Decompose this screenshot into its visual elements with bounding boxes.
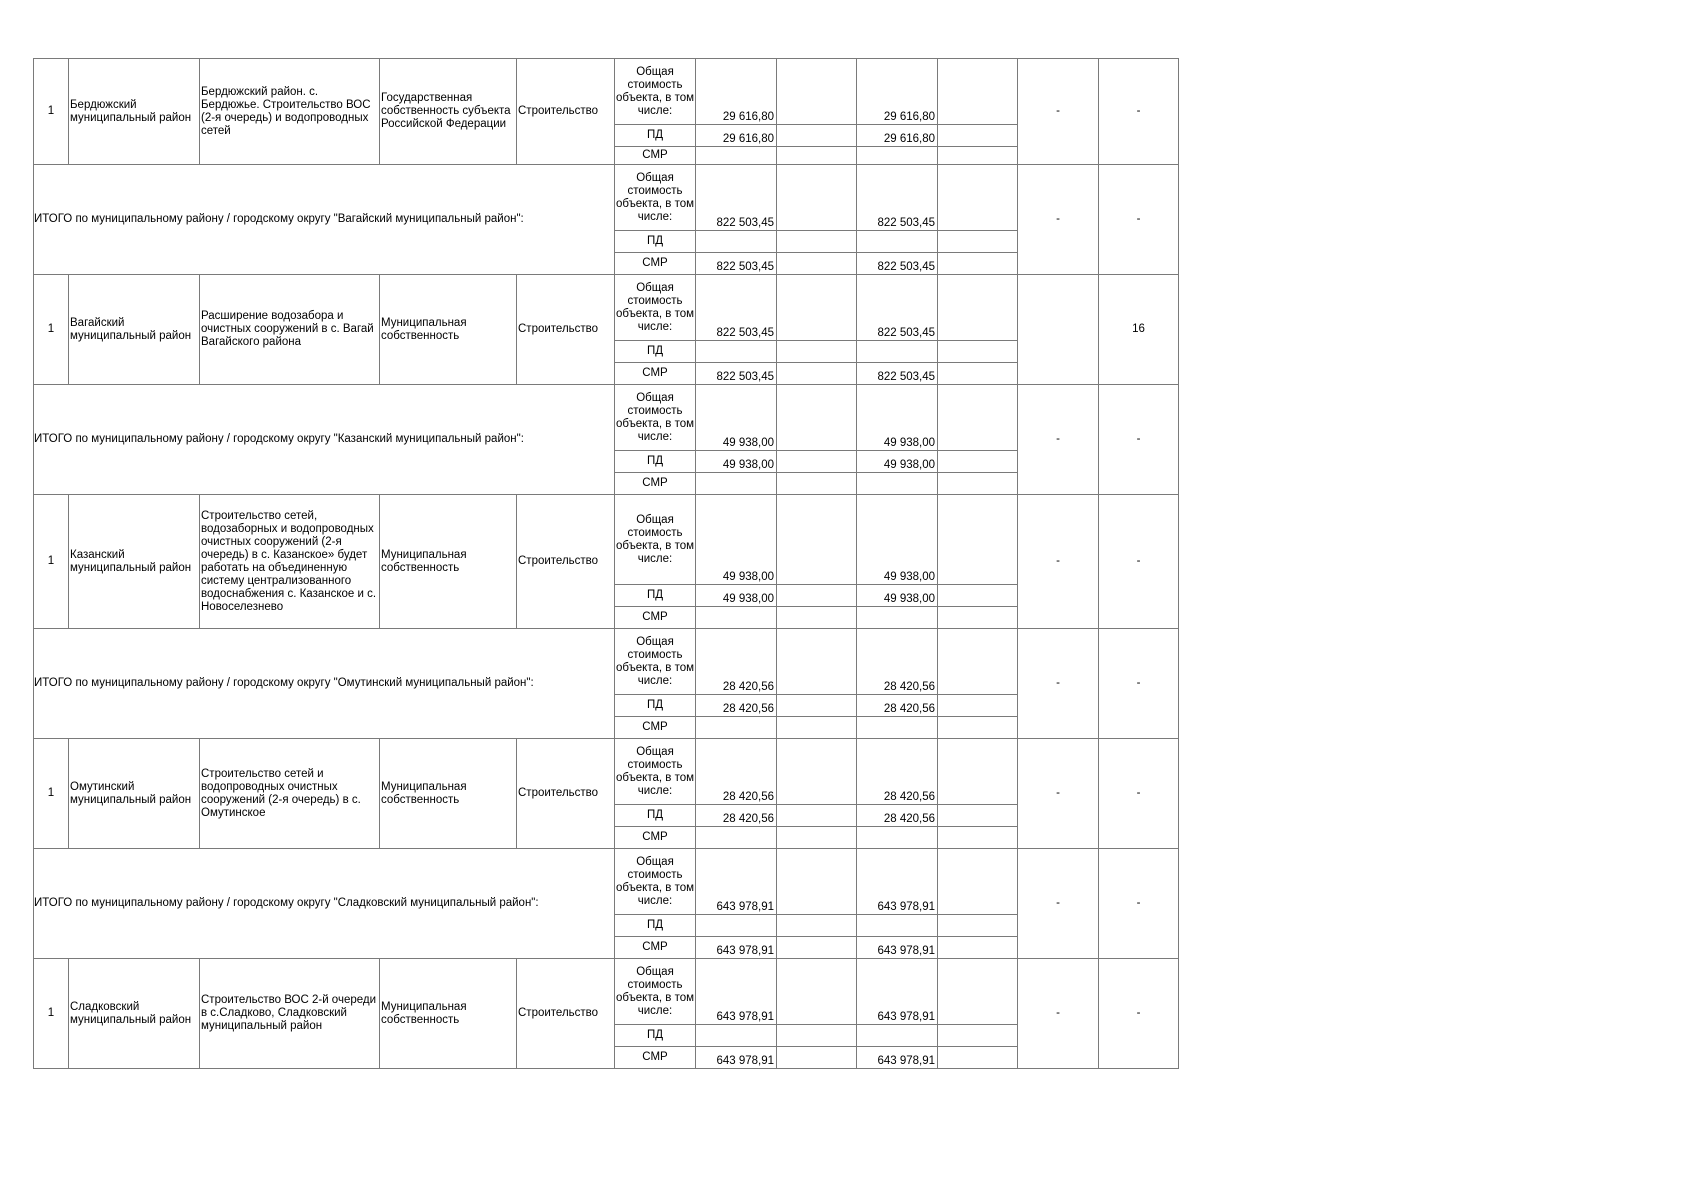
work-type: Строительство — [517, 275, 615, 385]
smr-value-4 — [938, 1047, 1018, 1069]
object-name: Строительство сетей, водозаборных и водопроводных очистных сооружений (2-я очередь) в с. Казанское» будет работать на объединенную систему централизованного водоснабжения с. Казанское и с. Новоселезнево — [200, 495, 380, 629]
total-value-2 — [777, 495, 857, 585]
district-name: Вагайский муниципальный район — [69, 275, 200, 385]
smr-value-2 — [777, 717, 857, 739]
pd-value-1 — [696, 1025, 777, 1047]
ownership-type: Муниципальная собственность — [380, 495, 517, 629]
pd-value-3: 49 938,00 — [857, 585, 938, 607]
pd-value-2 — [777, 451, 857, 473]
smr-label: СМР — [615, 473, 696, 495]
pd-value-1: 28 420,56 — [696, 805, 777, 827]
total-cost-label: Общая стоимость объекта, в том числе: — [615, 165, 696, 231]
pd-value-1 — [696, 915, 777, 937]
district-name: Бердюжский муниципальный район — [69, 59, 200, 165]
total-cost-label: Общая стоимость объекта, в том числе: — [615, 275, 696, 341]
column-a-value: - — [1018, 59, 1099, 165]
row-number: 1 — [34, 959, 69, 1069]
pd-value-3 — [857, 341, 938, 363]
pd-value-4 — [938, 1025, 1018, 1047]
smr-value-1: 643 978,91 — [696, 937, 777, 959]
smr-value-2 — [777, 937, 857, 959]
pd-value-4 — [938, 125, 1018, 147]
pd-label: ПД — [615, 341, 696, 363]
smr-label: СМР — [615, 363, 696, 385]
smr-value-1 — [696, 473, 777, 495]
smr-value-2 — [777, 607, 857, 629]
total-value-2 — [777, 849, 857, 915]
total-value-2 — [777, 59, 857, 125]
column-a-value: - — [1018, 629, 1099, 739]
total-value-3: 29 616,80 — [857, 59, 938, 125]
smr-value-1: 822 503,45 — [696, 363, 777, 385]
smr-value-3: 822 503,45 — [857, 363, 938, 385]
total-cost-label: Общая стоимость объекта, в том числе: — [615, 495, 696, 585]
ownership-type: Государственная собственность субъекта Российской Федерации — [380, 59, 517, 165]
pd-value-3: 28 420,56 — [857, 805, 938, 827]
total-value-4 — [938, 629, 1018, 695]
column-a-value: - — [1018, 495, 1099, 629]
smr-value-3 — [857, 473, 938, 495]
pd-label: ПД — [615, 695, 696, 717]
total-value-1: 822 503,45 — [696, 165, 777, 231]
column-b-value: - — [1099, 959, 1179, 1069]
pd-value-4 — [938, 341, 1018, 363]
total-value-1: 49 938,00 — [696, 385, 777, 451]
smr-value-2 — [777, 253, 857, 275]
pd-value-2 — [777, 805, 857, 827]
object-name: Расширение водозабора и очистных сооружений в с. Вагай Вагайского района — [200, 275, 380, 385]
subtotal-row — [34, 165, 1179, 231]
subtotal-label: ИТОГО по муниципальному району / городскому округу "Омутинский муниципальный район": — [34, 629, 615, 739]
smr-label: СМР — [615, 1047, 696, 1069]
smr-value-3 — [857, 607, 938, 629]
smr-value-2 — [777, 1047, 857, 1069]
total-value-2 — [777, 739, 857, 805]
object-row — [34, 59, 1179, 125]
smr-value-4 — [938, 717, 1018, 739]
subtotal-label: ИТОГО по муниципальному району / городскому округу "Казанский муниципальный район": — [34, 385, 615, 495]
smr-value-2 — [777, 827, 857, 849]
smr-label: СМР — [615, 717, 696, 739]
object-row — [34, 495, 1179, 585]
smr-label: СМР — [615, 937, 696, 959]
column-b-value: - — [1099, 385, 1179, 495]
pd-value-4 — [938, 231, 1018, 253]
smr-value-1 — [696, 147, 777, 165]
pd-value-3 — [857, 915, 938, 937]
pd-value-1: 49 938,00 — [696, 451, 777, 473]
smr-value-4 — [938, 253, 1018, 275]
investment-table — [33, 58, 1179, 1069]
smr-value-3 — [857, 147, 938, 165]
work-type: Строительство — [517, 959, 615, 1069]
pd-value-3 — [857, 1025, 938, 1047]
pd-value-2 — [777, 1025, 857, 1047]
pd-value-1: 49 938,00 — [696, 585, 777, 607]
row-number: 1 — [34, 739, 69, 849]
subtotal-row — [34, 849, 1179, 915]
column-b-value: - — [1099, 629, 1179, 739]
pd-value-2 — [777, 585, 857, 607]
pd-value-2 — [777, 341, 857, 363]
smr-value-4 — [938, 147, 1018, 165]
column-b-value: - — [1099, 165, 1179, 275]
total-value-3: 822 503,45 — [857, 165, 938, 231]
total-cost-label: Общая стоимость объекта, в том числе: — [615, 385, 696, 451]
column-a-value — [1018, 275, 1099, 385]
total-cost-label: Общая стоимость объекта, в том числе: — [615, 849, 696, 915]
total-value-4 — [938, 739, 1018, 805]
smr-value-1 — [696, 607, 777, 629]
total-value-4 — [938, 59, 1018, 125]
pd-value-1 — [696, 231, 777, 253]
pd-label: ПД — [615, 915, 696, 937]
total-value-1: 28 420,56 — [696, 629, 777, 695]
district-name: Казанский муниципальный район — [69, 495, 200, 629]
column-a-value: - — [1018, 739, 1099, 849]
smr-value-3: 643 978,91 — [857, 1047, 938, 1069]
total-value-4 — [938, 275, 1018, 341]
work-type: Строительство — [517, 59, 615, 165]
smr-value-1: 643 978,91 — [696, 1047, 777, 1069]
smr-value-3: 822 503,45 — [857, 253, 938, 275]
smr-value-1: 822 503,45 — [696, 253, 777, 275]
smr-value-2 — [777, 147, 857, 165]
total-value-4 — [938, 849, 1018, 915]
pd-value-4 — [938, 695, 1018, 717]
pd-label: ПД — [615, 805, 696, 827]
total-cost-label: Общая стоимость объекта, в том числе: — [615, 739, 696, 805]
total-value-1: 643 978,91 — [696, 959, 777, 1025]
smr-value-3: 643 978,91 — [857, 937, 938, 959]
subtotal-label: ИТОГО по муниципальному району / городскому округу "Вагайский муниципальный район": — [34, 165, 615, 275]
total-value-3: 643 978,91 — [857, 849, 938, 915]
ownership-type: Муниципальная собственность — [380, 275, 517, 385]
total-value-1: 822 503,45 — [696, 275, 777, 341]
row-number: 1 — [34, 495, 69, 629]
pd-value-4 — [938, 585, 1018, 607]
column-b-value: - — [1099, 739, 1179, 849]
pd-label: ПД — [615, 1025, 696, 1047]
pd-value-1 — [696, 341, 777, 363]
total-value-3: 49 938,00 — [857, 495, 938, 585]
total-value-2 — [777, 959, 857, 1025]
smr-value-2 — [777, 363, 857, 385]
smr-value-3 — [857, 827, 938, 849]
pd-value-2 — [777, 695, 857, 717]
pd-value-3 — [857, 231, 938, 253]
object-name: Бердюжский район. с. Бердюжье. Строительство ВОС (2-я очередь) и водопроводных сетей — [200, 59, 380, 165]
row-number: 1 — [34, 59, 69, 165]
pd-value-4 — [938, 805, 1018, 827]
total-value-1: 29 616,80 — [696, 59, 777, 125]
object-row — [34, 959, 1179, 1025]
smr-value-4 — [938, 473, 1018, 495]
smr-label: СМР — [615, 607, 696, 629]
object-row — [34, 739, 1179, 805]
object-name: Строительство сетей и водопроводных очистных сооружений (2-я очередь) в с. Омутинское — [200, 739, 380, 849]
pd-value-1: 28 420,56 — [696, 695, 777, 717]
total-cost-label: Общая стоимость объекта, в том числе: — [615, 959, 696, 1025]
work-type: Строительство — [517, 739, 615, 849]
total-value-2 — [777, 165, 857, 231]
column-b-value: 16 — [1099, 275, 1179, 385]
total-cost-label: Общая стоимость объекта, в том числе: — [615, 629, 696, 695]
total-value-3: 643 978,91 — [857, 959, 938, 1025]
column-b-value: - — [1099, 495, 1179, 629]
pd-value-2 — [777, 231, 857, 253]
smr-value-3 — [857, 717, 938, 739]
pd-value-1: 29 616,80 — [696, 125, 777, 147]
object-row — [34, 275, 1179, 341]
subtotal-label: ИТОГО по муниципальному району / городскому округу "Сладковский муниципальный район": — [34, 849, 615, 959]
total-value-3: 28 420,56 — [857, 739, 938, 805]
column-a-value: - — [1018, 165, 1099, 275]
pd-value-2 — [777, 915, 857, 937]
smr-label: СМР — [615, 253, 696, 275]
column-b-value: - — [1099, 849, 1179, 959]
total-value-2 — [777, 629, 857, 695]
object-name: Строительство ВОС 2-й очереди в с.Сладково, Сладковский муниципальный район — [200, 959, 380, 1069]
column-a-value: - — [1018, 849, 1099, 959]
total-value-4 — [938, 495, 1018, 585]
pd-value-4 — [938, 915, 1018, 937]
column-a-value: - — [1018, 385, 1099, 495]
total-value-3: 49 938,00 — [857, 385, 938, 451]
pd-value-2 — [777, 125, 857, 147]
total-value-1: 643 978,91 — [696, 849, 777, 915]
pd-value-3: 49 938,00 — [857, 451, 938, 473]
total-value-2 — [777, 275, 857, 341]
subtotal-row — [34, 629, 1179, 695]
pd-value-3: 28 420,56 — [857, 695, 938, 717]
column-b-value: - — [1099, 59, 1179, 165]
smr-value-4 — [938, 607, 1018, 629]
total-value-3: 28 420,56 — [857, 629, 938, 695]
pd-value-3: 29 616,80 — [857, 125, 938, 147]
smr-value-4 — [938, 827, 1018, 849]
district-name: Омутинский муниципальный район — [69, 739, 200, 849]
ownership-type: Муниципальная собственность — [380, 959, 517, 1069]
row-number: 1 — [34, 275, 69, 385]
smr-value-4 — [938, 937, 1018, 959]
total-value-4 — [938, 385, 1018, 451]
smr-value-2 — [777, 473, 857, 495]
subtotal-row — [34, 385, 1179, 451]
smr-label: СМР — [615, 827, 696, 849]
pd-label: ПД — [615, 231, 696, 253]
pd-label: ПД — [615, 125, 696, 147]
total-value-1: 49 938,00 — [696, 495, 777, 585]
smr-value-4 — [938, 363, 1018, 385]
pd-label: ПД — [615, 451, 696, 473]
column-a-value: - — [1018, 959, 1099, 1069]
pd-label: ПД — [615, 585, 696, 607]
work-type: Строительство — [517, 495, 615, 629]
total-value-4 — [938, 165, 1018, 231]
smr-value-1 — [696, 827, 777, 849]
pd-value-4 — [938, 451, 1018, 473]
total-value-3: 822 503,45 — [857, 275, 938, 341]
total-cost-label: Общая стоимость объекта, в том числе: — [615, 59, 696, 125]
district-name: Сладковский муниципальный район — [69, 959, 200, 1069]
total-value-2 — [777, 385, 857, 451]
total-value-1: 28 420,56 — [696, 739, 777, 805]
smr-label: СМР — [615, 147, 696, 165]
total-value-4 — [938, 959, 1018, 1025]
smr-value-1 — [696, 717, 777, 739]
ownership-type: Муниципальная собственность — [380, 739, 517, 849]
